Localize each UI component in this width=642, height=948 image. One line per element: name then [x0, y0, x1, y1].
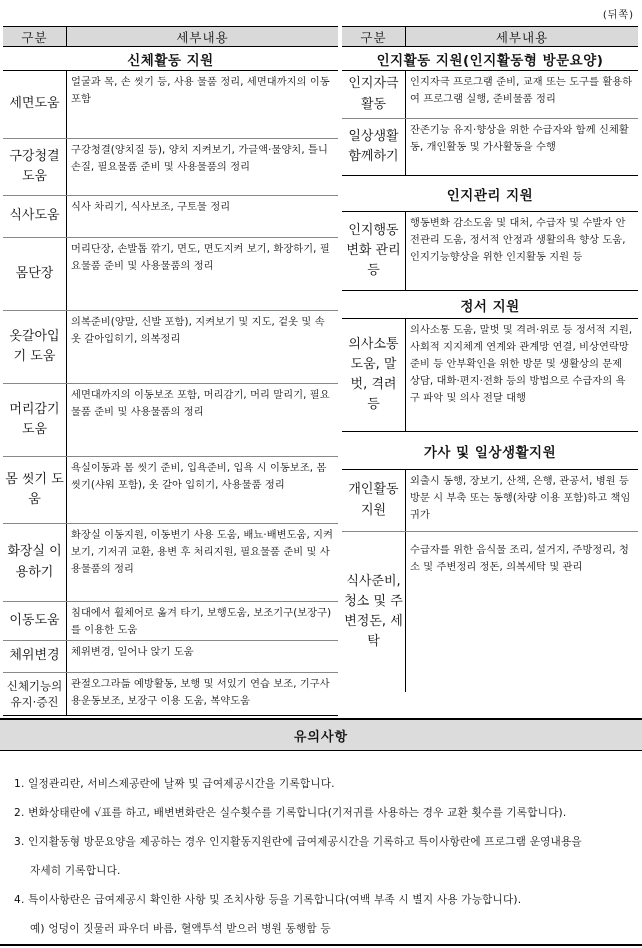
row-detail: 인지자극 프로그램 준비, 교재 또는 도구를 활용하여 프로그램 실행, 준비물품 정리 — [410, 77, 633, 105]
header-category: 구분 — [3, 27, 67, 46]
header-detail: 세부내용 — [176, 29, 229, 45]
row-category: 식사도움 — [3, 196, 67, 237]
section-cognitive-management — [342, 176, 638, 291]
table-row — [342, 532, 638, 692]
table-row — [3, 71, 338, 139]
row-detail: 의사소통 도움, 말벗 및 격려·위로 등 정서적 지원, 사회적 지지체계 연계와 관계망 연결, 비상연락망 준비 등 안부확인을 위한 방문 및 생활상의 문제 상담, 대화·편지·전화 등의 방법으로 수급자의 욕구 파악 및 의사 전달 대행 — [410, 325, 633, 404]
table-row — [3, 641, 338, 673]
row-detail: 구강청결(양치질 등), 양치 지켜보기, 가글액·물양치, 틀니손질, 필요물품 준비 및 사용물품의 정리 — [71, 145, 328, 173]
header-category: 구분 — [342, 27, 406, 46]
notice-item-continued: 자세히 기록합니다. — [30, 865, 121, 877]
row-detail: 욕실이동과 몸 씻기 준비, 입욕준비, 입욕 시 이동보조, 몸 씻기(샤워 포함), 옷 갈아 입히기, 사용물품 정리 — [71, 463, 327, 491]
table-row — [342, 71, 638, 119]
table-row — [342, 119, 638, 175]
table-row — [3, 602, 338, 641]
row-category: 구강청결도움 — [3, 139, 67, 195]
section-title-cognitive-activity: 인지활동 지원(인지활동형 방문요양) — [342, 47, 638, 71]
section-housework — [342, 432, 638, 692]
row-category: 옷갈아입기 도움 — [3, 311, 67, 383]
row-detail: 수급자를 위한 음식물 조리, 설거지, 주방정리, 청소 및 주변정리 정돈, 의복세탁 및 관리 — [410, 545, 629, 573]
table-row — [3, 311, 338, 384]
table-row — [3, 457, 338, 524]
table-row — [342, 470, 638, 532]
section-emotional — [342, 291, 638, 432]
row-detail: 행동변화 감소도움 및 대처, 수급자 및 수발자 안전관리 도움, 정서적 안정과 생활의욕 향상 도움, 인지기능향상을 위한 인지활동 지원 등 — [410, 218, 626, 263]
notice-list — [0, 756, 642, 946]
row-detail: 침대에서 휠체어로 옮겨 타기, 보행도움, 보조기구(보장구)를 이용한 도움 — [71, 608, 332, 636]
row-category: 몸단장 — [3, 238, 67, 310]
page-side-note: (뒤쪽) — [602, 10, 634, 21]
row-detail: 관절오그라듦 예방활동, 보행 및 서있기 연습 보조, 기구사용운동보조, 보장구 이용 도움, 복약도움 — [71, 679, 330, 707]
table-row — [3, 196, 338, 238]
row-category: 화장실 이용하기 — [3, 524, 67, 601]
row-detail: 얼굴과 목, 손 씻기 등, 사용 물품 정리, 세면대까지의 이동 포함 — [71, 77, 330, 105]
section-title-cognitive-management: 인지관리 지원 — [342, 176, 638, 212]
row-category: 몸 씻기 도움 — [3, 457, 67, 523]
table-row — [3, 238, 338, 311]
row-category: 인지행동 변화 관리 등 — [342, 212, 406, 290]
row-category: 개인활동 지원 — [342, 470, 406, 531]
table-row — [3, 673, 338, 715]
section-title-physical: 신체활동 지원 — [3, 47, 338, 71]
cognitive-support-table — [342, 26, 638, 692]
table-row — [342, 212, 638, 290]
row-category: 인지자극활동 — [342, 71, 406, 118]
section-title-emotional: 정서 지원 — [342, 291, 638, 319]
notice-item: 2. 변화상태란에 √표를 하고, 배변변화란은 실수횟수를 기록합니다(기저귀를 사용하는 경우 교환 횟수를 기록합니다). — [14, 807, 567, 819]
section-cognitive-activity — [342, 47, 638, 176]
row-category: 이동도움 — [3, 602, 67, 640]
row-category: 체위변경 — [3, 641, 67, 672]
notice-item: 1. 일정관리란, 서비스제공란에 날짜 및 급여제공시간을 기록합니다. — [14, 778, 335, 790]
row-detail: 잔존기능 유지·향상을 위한 수급자와 함께 신체활동, 개인활동 및 가사활동을 수행 — [410, 125, 629, 153]
row-category: 의사소통 도움, 말벗, 격려 등 — [342, 319, 406, 431]
row-detail: 식사 차리기, 식사보조, 구토물 정리 — [71, 202, 231, 213]
row-category: 식사준비, 청소 및 주변정돈, 세탁 — [342, 532, 406, 692]
table-header — [3, 27, 338, 47]
table-header — [342, 27, 638, 47]
notice-title: 유의사항 — [0, 718, 642, 751]
row-detail: 의복준비(양말, 신발 포함), 지켜보기 및 지도, 겉옷 및 속옷 갈아입히기, 의복정리 — [71, 317, 325, 345]
table-row — [3, 139, 338, 196]
physical-support-table — [3, 26, 338, 716]
row-detail: 체위변경, 일어나 앉기 도움 — [71, 647, 194, 658]
row-detail: 화장실 이동지원, 이동변기 사용 도움, 배뇨·배변도움, 지켜보기, 기저귀 교환, 용변 후 처리지원, 필요물품 준비 및 사용물품의 정리 — [71, 530, 334, 575]
section-title-housework: 가사 및 일상생활지원 — [342, 432, 638, 470]
row-detail: 세면대까지의 이동보조 포함, 머리감기, 머리 말리기, 필요물품 준비 및 사용물품의 정리 — [71, 390, 330, 418]
row-detail: 외출시 동행, 장보기, 산책, 은행, 관공서, 병원 등 방문 시 부축 또는 동행(차량 이용 포함)하고 책임 귀가 — [410, 476, 631, 521]
notice-example: 예) 엉덩이 짓물러 파우더 바름, 혈액투석 받으러 병원 동행함 등 — [30, 923, 331, 935]
row-category: 세면도움 — [3, 71, 67, 138]
header-detail: 세부내용 — [495, 29, 549, 45]
notice-item: 3. 인지활동형 방문요양을 제공하는 경우 인지활동지원란에 급여제공시간을 기록하고 특이사항란에 프로그램 운영내용을 — [14, 836, 582, 848]
table-row — [3, 524, 338, 602]
table-row — [3, 384, 338, 457]
row-detail: 머리단장, 손발톱 깎기, 면도, 면도지켜 보기, 화장하기, 필요물품 준비 및 사용물품의 정리 — [71, 244, 330, 272]
row-category: 머리감기 도움 — [3, 384, 67, 456]
row-category: 신체기능의 유지·증진 — [3, 673, 67, 715]
row-category: 일상생활 함께하기 — [342, 119, 406, 175]
table-row — [342, 319, 638, 431]
notice-item: 4. 특이사항란은 급여제공시 확인한 사항 및 조치사항 등을 기록합니다(여백 부족 시 별지 사용 가능합니다). — [14, 894, 522, 906]
